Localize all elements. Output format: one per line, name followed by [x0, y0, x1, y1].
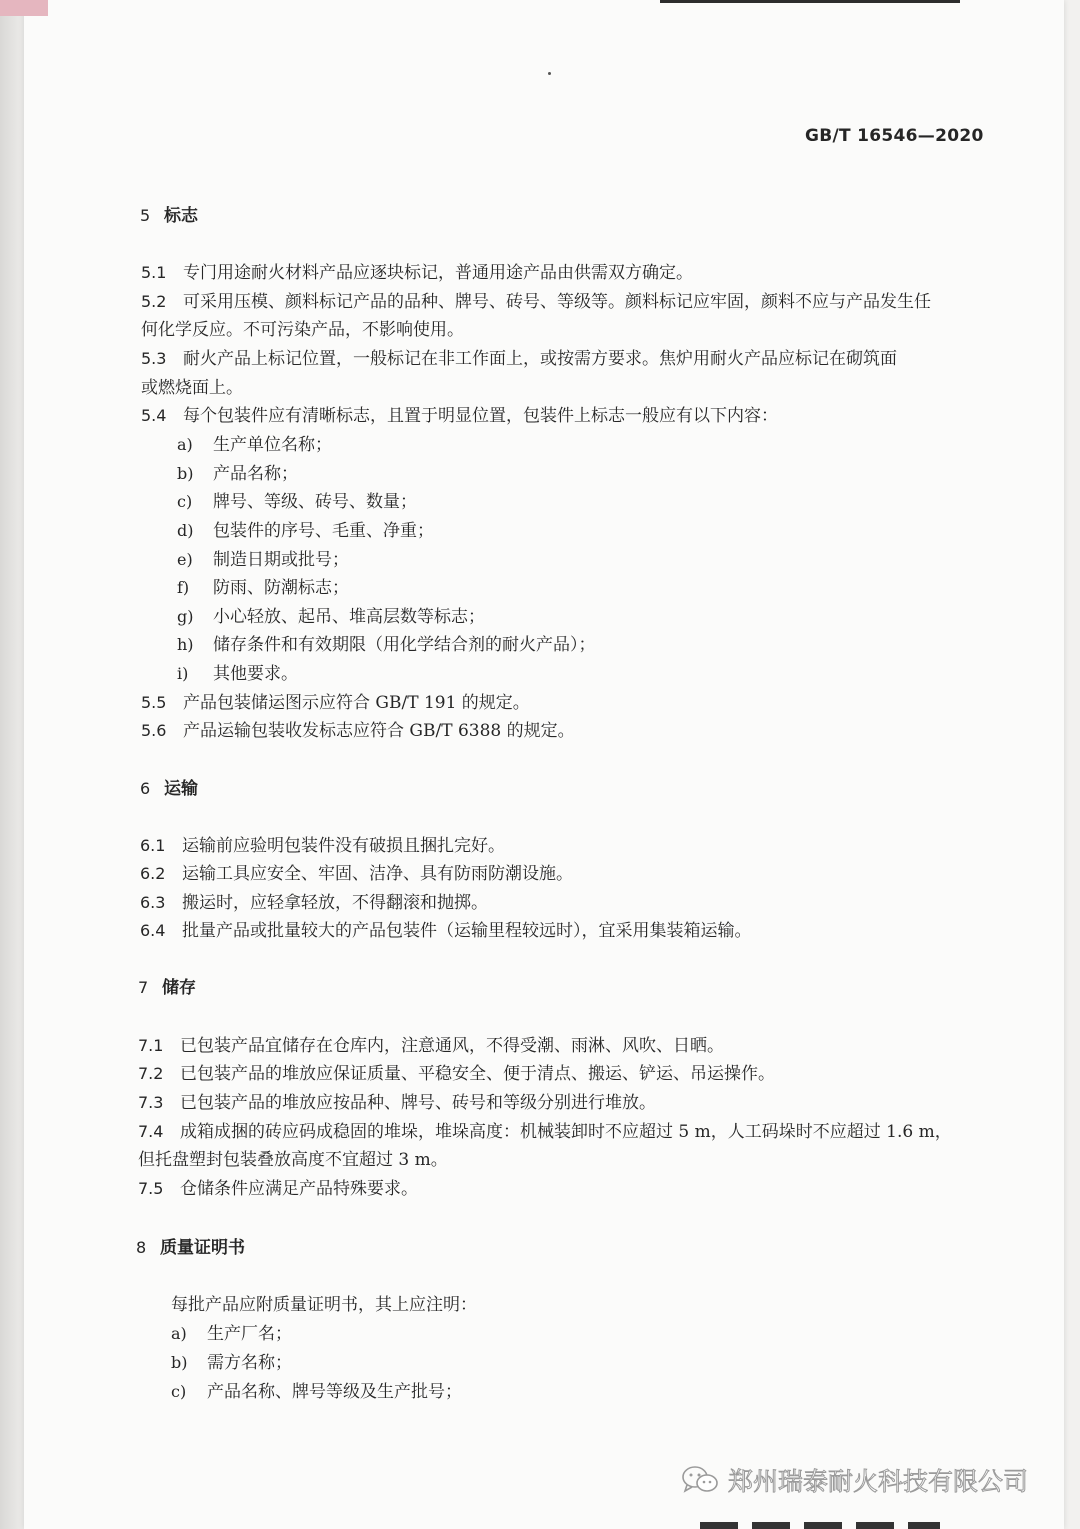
list-item: c) 产品名称、牌号等级及生产批号；	[171, 1382, 462, 1402]
list-item: a) 生产厂名；	[171, 1324, 292, 1344]
list-item: g) 小心轻放、起吊、堆高层数等标志；	[177, 607, 485, 627]
clause-5-1: 5.1 专门用途耐火材料产品应逐块标记，普通用途产品由供需双方确定。	[141, 263, 693, 283]
clause-6-3: 6.3 搬运时，应轻拿轻放，不得翻滚和抛掷。	[140, 893, 488, 913]
clause-7-4: 7.4 成箱成捆的砖应码成稳固的堆垛，堆垛高度：机械装卸时不应超过 5 m，人工码垛时不应超过 1.6 m，	[138, 1122, 952, 1142]
list-item: i) 其他要求。	[177, 664, 298, 684]
watermark	[680, 1462, 1028, 1498]
clause-5-2-cont: 何化学反应。不可污染产品，不影响使用。	[141, 320, 464, 340]
clause-5-2: 5.2 可采用压模、颜料标记产品的品种、牌号、砖号、等级等。颜料标记应牢固，颜料不应与产品发生任	[141, 292, 931, 312]
section-heading-7: 7 储存	[138, 978, 196, 998]
wechat-icon	[680, 1464, 720, 1496]
clause-5-3-cont: 或燃烧面上。	[141, 378, 243, 398]
clause-6-4: 6.4 批量产品或批量较大的产品包装件（运输里程较远时），宜采用集装箱运输。	[140, 921, 752, 941]
clause-6-2: 6.2 运输工具应安全、牢固、洁净、具有防雨防潮设施。	[140, 864, 573, 884]
clause-7-2: 7.2 已包装产品的堆放应保证质量、平稳安全、便于清点、搬运、铲运、吊运操作。	[138, 1064, 775, 1084]
clause-6-1: 6.1 运输前应验明包装件没有破损且捆扎完好。	[140, 836, 505, 856]
list-item: b) 产品名称；	[177, 464, 298, 484]
list-item: f) 防雨、防潮标志；	[177, 578, 349, 598]
scan-top-line	[660, 0, 960, 3]
scan-edge-mark	[0, 0, 48, 16]
list-item: c) 牌号、等级、砖号、数量；	[177, 492, 417, 512]
page-edge-shadow	[0, 0, 26, 1529]
clause-5-5: 5.5 产品包装储运图示应符合 GB/T 191 的规定。	[141, 693, 530, 713]
standard-code: GB/T 16546—2020	[805, 126, 984, 146]
section-heading-5: 5 标志	[140, 206, 198, 226]
clause-7-5: 7.5 仓储条件应满足产品特殊要求。	[138, 1179, 418, 1199]
list-item: h) 储存条件和有效期限（用化学结合剂的耐火产品）；	[177, 635, 596, 655]
clause-5-6: 5.6 产品运输包装收发标志应符合 GB/T 6388 的规定。	[141, 721, 575, 741]
section-heading-6: 6 运输	[140, 779, 198, 799]
clause-5-4: 5.4 每个包装件应有清晰标志，且置于明显位置，包装件上标志一般应有以下内容：	[141, 406, 778, 426]
clause-5-3: 5.3 耐火产品上标记位置，一般标记在非工作面上，或按需方要求。焦炉用耐火产品应标记在砌筑面	[141, 349, 897, 369]
clause-7-4-cont: 但托盘塑封包装叠放高度不宜超过 3 m。	[138, 1150, 448, 1170]
clause-7-1: 7.1 已包装产品宜储存在仓库内，注意通风，不得受潮、雨淋、风吹、日晒。	[138, 1036, 724, 1056]
section-heading-8: 8 质量证明书	[136, 1238, 245, 1258]
list-item: e) 制造日期或批号；	[177, 550, 349, 570]
clause-8-intro: 每批产品应附质量证明书，其上应注明：	[171, 1295, 477, 1315]
list-item: a) 生产单位名称；	[177, 435, 332, 455]
next-page-bleed	[700, 1522, 940, 1529]
list-item: d) 包装件的序号、毛重、净重；	[177, 521, 434, 541]
clause-7-3: 7.3 已包装产品的堆放应按品种、牌号、砖号和等级分别进行堆放。	[138, 1093, 656, 1113]
list-item: b) 需方名称；	[171, 1353, 292, 1373]
watermark-text: 郑州瑞泰耐火科技有限公司	[728, 1467, 1029, 1496]
scan-dot	[548, 72, 551, 75]
